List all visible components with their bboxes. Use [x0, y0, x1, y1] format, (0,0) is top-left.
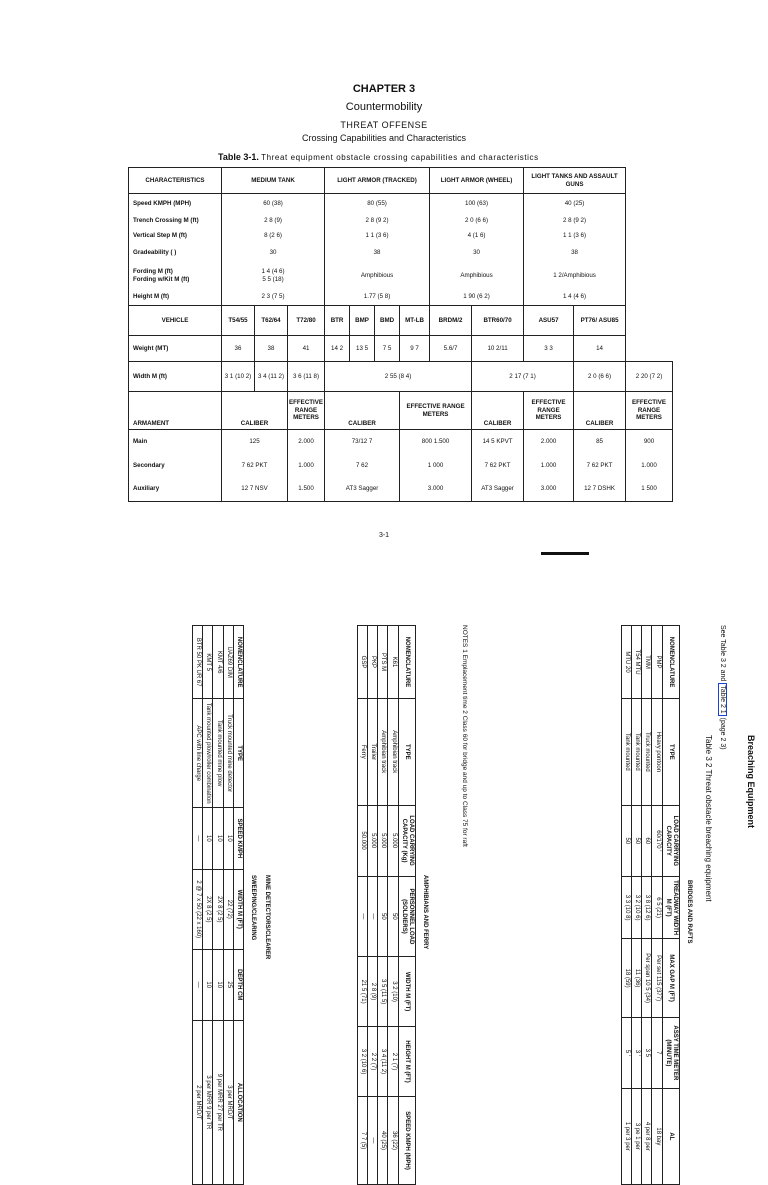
table-cell: 3 4 (11 2): [378, 1027, 388, 1097]
table-caption: [218, 152, 539, 162]
table-cell: 100 (63): [430, 194, 524, 214]
table-row: [129, 262, 673, 290]
header-medium-tank: MEDIUM TANK: [222, 168, 325, 194]
column-header: PERSONNEL LOAD (SOLDIERS): [398, 876, 415, 957]
column-header: HEIGHT M (FT): [398, 1027, 415, 1097]
rotated-page-content: [0, 625, 768, 1185]
table-cell: 7 5: [375, 336, 400, 362]
table-cell: PTS M: [378, 626, 388, 699]
table-cell: 3 1 (10 2): [222, 362, 255, 392]
table-cell: —: [193, 808, 203, 870]
table-row: [129, 244, 673, 262]
column-header: MAX GAP M (FT): [662, 939, 679, 1018]
table-cell: 1 1 (3 6): [524, 229, 626, 244]
table-row: [652, 626, 662, 1185]
column-header: TYPE: [398, 698, 415, 805]
header-characteristics: CHARACTERISTICS: [129, 168, 222, 194]
table-cell: 1 000: [400, 454, 472, 478]
table-cell: 38: [524, 244, 626, 262]
row-label: Vertical Step M (ft): [129, 229, 222, 244]
see-suffix: (page 2 3): [719, 715, 726, 750]
table-cell: 2 20 (7 2): [626, 362, 673, 392]
vehicle-name: BMD: [375, 306, 400, 336]
row-label: Weight (MT): [129, 336, 222, 362]
table-row: [129, 454, 673, 478]
table-cell: 6 5 (21): [652, 876, 662, 938]
table-cell: 1.000: [288, 454, 325, 478]
header-range: EFFECTIVE RANGE METERS: [288, 392, 325, 430]
bridges-title: BRIDGES AND RAFTS: [686, 880, 692, 944]
table-cell: BTR 50 PK UR 67: [193, 626, 203, 699]
table-cell: 4 (1 6): [430, 229, 524, 244]
table-cell: 80 (55): [325, 194, 430, 214]
table-cell: 36: [222, 336, 255, 362]
table-cell: 3 per MRR 9 per TR: [203, 1020, 213, 1184]
table-row: [129, 306, 673, 336]
header-caliber: CALIBER: [222, 392, 288, 430]
table-cell: 13 5: [350, 336, 375, 362]
table-cell: PMP: [652, 626, 662, 699]
chapter-topic: Countermobility: [345, 101, 423, 113]
table-cell: 1.77 (5 8): [325, 290, 430, 306]
table-cell: 2 0 (6 6): [574, 362, 626, 392]
row-label: ARMAMENT: [129, 392, 222, 430]
table-cell: 2 8 (9 2): [524, 214, 626, 229]
table-cell: 7 62 PKT: [472, 454, 524, 478]
header-caliber: CALIBER: [472, 392, 524, 430]
table-cell: 5 ': [621, 1017, 631, 1088]
table-cell: 2 0 (6 6): [430, 214, 524, 229]
column-header: ASSY TIME METER (MINUTE): [662, 1017, 679, 1088]
see-table-reference: [719, 625, 726, 750]
table-cell: 38: [325, 244, 430, 262]
table-cell: —: [368, 1097, 378, 1185]
table-cell: 50.000: [357, 805, 367, 876]
table-cell: 5.6/7: [430, 336, 472, 362]
header-caliber: CALIBER: [325, 392, 400, 430]
table-cell: 2 1 (7): [388, 1027, 398, 1097]
table-row: [129, 336, 673, 362]
table-cell: 3 5 (11 5): [378, 957, 388, 1027]
table-cell: 3.000: [524, 478, 574, 502]
header-range: EFFECTIVE RANGE METERS: [524, 392, 574, 430]
table-row: [193, 626, 203, 1185]
table-cell: 3 per MRD/T: [223, 1020, 233, 1184]
table-cell: 2 3 (7 5): [222, 290, 325, 306]
table-cell: Amphibious: [430, 262, 524, 290]
row-label: Trench Crossing M (ft): [129, 214, 222, 229]
mine-table: [192, 625, 244, 1185]
chapter-title: CHAPTER 3: [352, 83, 416, 95]
header-range: EFFECTIVE RANGE METERS: [626, 392, 673, 430]
vehicle-name: T62/64: [255, 306, 288, 336]
table-row: [129, 362, 673, 392]
table-cell: 25: [223, 949, 233, 1020]
row-label: Auxiliary: [129, 478, 222, 502]
vehicle-name: T72/80: [288, 306, 325, 336]
table-row: [388, 626, 398, 1185]
section-title: THREAT OFFENSE: [340, 120, 428, 130]
table-row: [129, 229, 673, 244]
row-label: Gradeability ( ): [129, 244, 222, 262]
row-label: Speed KMPH (MPH): [129, 194, 222, 214]
table-cell: 14: [574, 336, 626, 362]
table-row: [129, 478, 673, 502]
table-cell: 3 2 (10 6): [632, 876, 642, 938]
table-cell: 1 4 (4 6): [524, 290, 626, 306]
column-header: AL: [662, 1088, 679, 1184]
table-cell: 3 pe 1 per: [632, 1088, 642, 1184]
table-cell: K61: [388, 626, 398, 699]
table-cell: Tank mounted plow/roller combination: [203, 699, 213, 808]
table-cell: 1 1 (3 6): [325, 229, 430, 244]
column-header: ALLOCATION: [233, 1020, 243, 1184]
table-cell: 2.000: [288, 430, 325, 454]
table-cell: 2 8 (9): [222, 214, 325, 229]
table-cell: 50: [621, 805, 631, 876]
table-cell: 36 (22): [388, 1097, 398, 1185]
table-cell: 7 62: [325, 454, 400, 478]
table-cell: 50: [378, 876, 388, 957]
column-header: NOMENCLATURE: [398, 626, 415, 699]
table-cell: 8 (2 6): [222, 229, 325, 244]
row-label: [129, 262, 222, 290]
table-row: [378, 626, 388, 1185]
table-row: [129, 392, 673, 430]
table-cell: 18 (59): [621, 939, 631, 1018]
page-number: 3-1: [378, 532, 390, 539]
sweep-title: SWEEPING/CLEARING: [250, 875, 256, 941]
table-cell: 12 7 NSV: [222, 478, 288, 502]
table-cell: 3 4 (11 2): [255, 362, 288, 392]
table-row: [368, 626, 378, 1185]
table-cell: T54 MTU: [632, 626, 642, 699]
column-header: LOAD CARRYING CAPACITY (Kg): [398, 805, 415, 876]
table-cell: 12 7 DSHK: [574, 478, 626, 502]
table-row: [632, 626, 642, 1185]
table-cell: KMT 4/6: [213, 626, 223, 699]
table-cell: [222, 262, 325, 290]
table-cell: —: [368, 876, 378, 957]
column-header: NOMENCLATURE: [233, 626, 243, 699]
table-cell: 10: [223, 808, 233, 870]
table-2-1-link[interactable]: Table 2 1: [719, 685, 726, 714]
table-cell: 5.000: [388, 805, 398, 876]
column-header: NOMENCLATURE: [662, 626, 679, 699]
column-header: SPEED KMPH (MPH): [398, 1097, 415, 1185]
table-row: [223, 626, 233, 1185]
table-cell: 21 5 (71): [357, 957, 367, 1027]
table-cell: MTU 20: [621, 626, 631, 699]
page-breaching-equipment: [0, 625, 768, 1170]
table-cell: 40 (25): [378, 1097, 388, 1185]
table-row: [129, 194, 673, 214]
table-cell: Per span 10 5 (34): [642, 939, 652, 1018]
table-cell: 60/170 ': [652, 805, 662, 876]
vehicle-name: ASU57: [524, 306, 574, 336]
table-cell: 60 (38): [222, 194, 325, 214]
cell-fording: 1 4 (4 6): [261, 267, 285, 275]
table-row: [129, 290, 673, 306]
table-cell: Tank mounted: [621, 699, 631, 806]
table-cell: 800 1.500: [400, 430, 472, 454]
table-cell: 5.000: [378, 805, 388, 876]
table-cell: Heavy pontoon: [652, 699, 662, 806]
vehicle-name: PT76/ ASU85: [574, 306, 626, 336]
table-cell: 1 2/Amphibious: [524, 262, 626, 290]
table-3-1: [128, 167, 673, 502]
table-cell: 7 62 PKT: [222, 454, 288, 478]
table-header-row: [398, 626, 415, 1185]
table-cell: 3 5: [642, 1017, 652, 1088]
table-cell: 30: [222, 244, 325, 262]
table-cell: 1 per 3 per: [621, 1088, 631, 1184]
table-cell: AT3 Sagger: [325, 478, 400, 502]
table-cell: 3 8 (12 6): [642, 876, 652, 938]
table-cell: 3 3: [524, 336, 574, 362]
table-cell: 38: [255, 336, 288, 362]
header-light-armor-tracked: LIGHT ARMOR (TRACKED): [325, 168, 430, 194]
table-cell: 11 (36): [632, 939, 642, 1018]
table-cell: 2 per MRD/T: [193, 1020, 203, 1184]
table-cell: 2 2 (7): [368, 1027, 378, 1097]
table-row: [213, 626, 223, 1185]
table-cell: 10: [213, 808, 223, 870]
table-cell: 22 (72): [223, 869, 233, 949]
header-caliber: CALIBER: [574, 392, 626, 430]
column-header: SPEED KMPH: [233, 808, 243, 870]
table-cell: 41: [288, 336, 325, 362]
column-header: DEPTH CM: [233, 949, 243, 1020]
table-cell: 40 (25): [524, 194, 626, 214]
table-cell: 3.000: [400, 478, 472, 502]
vehicle-name: BTR: [325, 306, 350, 336]
table-cell: 10: [203, 808, 213, 870]
table-cell: 9 7: [400, 336, 430, 362]
table-cell: Ferry: [357, 698, 367, 805]
page-separator-bar: [541, 552, 589, 555]
table-cell: Trailer: [368, 698, 378, 805]
table-cell: 2X 8 (2 5): [203, 869, 213, 949]
table-cell: 60: [642, 805, 652, 876]
row-label: Width M (ft): [129, 362, 222, 392]
table-row: [621, 626, 631, 1185]
table-cell: 2 17 (7 1): [472, 362, 574, 392]
table-cell: 18 bay: [652, 1088, 662, 1184]
table-cell: 3 3 (10 8): [621, 876, 631, 938]
table-header-row: [662, 626, 679, 1185]
table-cell: 10 2/11: [472, 336, 524, 362]
table-cell: APC with line charge: [193, 699, 203, 808]
table-cell: 7: [652, 1017, 662, 1088]
mine-title: MINE DETECTORS/CLEARER: [264, 875, 270, 960]
vehicle-name: T54/55: [222, 306, 255, 336]
table-cell: 2 @ 7 x 50 (22 x 160): [193, 869, 203, 949]
table-cell: 30: [430, 244, 524, 262]
table-cell: 73/12 7: [325, 430, 400, 454]
table-cell: 10: [203, 949, 213, 1020]
table-cell: 10: [213, 949, 223, 1020]
table-cell: Tank mounted mine plow: [213, 699, 223, 808]
table-header-row: [233, 626, 243, 1185]
table-cell: Amphibian track: [378, 698, 388, 805]
table-cell: 3 ': [632, 1017, 642, 1088]
breaching-heading: Breaching Equipment: [746, 735, 756, 829]
header-range: EFFECTIVE RANGE METERS: [400, 392, 472, 430]
table-cell: 50: [388, 876, 398, 957]
row-label: Main: [129, 430, 222, 454]
cell-fording-kit: 5 5 (18): [262, 275, 284, 283]
table-title: Threat equipment obstacle crossing capabilities and characteristics: [261, 153, 539, 162]
table-cell: Truck mounted mine detector: [223, 699, 233, 808]
table-cell: UAZ69 DIM: [223, 626, 233, 699]
table-cell: 4 per 8 per: [642, 1088, 652, 1184]
table-cell: 9 per MRR 27 per TR: [213, 1020, 223, 1184]
table-cell: 1 500: [626, 478, 673, 502]
table-cell: 3 6 (11 8): [288, 362, 325, 392]
vehicle-name: BMP: [350, 306, 375, 336]
table-cell: KMT 5: [203, 626, 213, 699]
row-label: Height M (ft): [129, 290, 222, 306]
vehicle-name: BRDM/2: [430, 306, 472, 336]
table-cell: 5.000: [368, 805, 378, 876]
column-header: TREADWAY WIDTH M (FT): [662, 876, 679, 938]
vehicle-name: MT-LB: [400, 306, 430, 336]
table-cell: PKP: [368, 626, 378, 699]
bridges-notes: NOTES 1 Emplacement time 2 Class 60 for bridge and up to Class 75 for raft: [461, 625, 468, 847]
subsection-title: Crossing Capabilities and Characteristics: [301, 133, 467, 143]
row-label-fording: Fording M (ft): [133, 267, 173, 275]
column-header: TYPE: [662, 699, 679, 806]
table-row: [203, 626, 213, 1185]
table-cell: 2 8 (9 2): [325, 214, 430, 229]
table-cell: 1 90 (6 2): [430, 290, 524, 306]
table-row: [357, 626, 367, 1185]
table-cell: 85: [574, 430, 626, 454]
table-label: Table 3-1.: [218, 152, 259, 162]
table-cell: 1.000: [626, 454, 673, 478]
table-cell: 2 8 (9): [368, 957, 378, 1027]
table-cell: 2.000: [524, 430, 574, 454]
table-cell: 900: [626, 430, 673, 454]
column-header: TYPE: [233, 699, 243, 808]
table-cell: AT3 Sagger: [472, 478, 524, 502]
table-cell: 14 2: [325, 336, 350, 362]
table-cell: 14 5 KPVT: [472, 430, 524, 454]
table-cell: 125: [222, 430, 288, 454]
vehicle-name: BTR60/70: [472, 306, 524, 336]
table-row: [129, 430, 673, 454]
column-header: WIDTH M (FT): [233, 869, 243, 949]
column-header: WIDTH M (FT): [398, 957, 415, 1027]
table-cell: 7 7 (5): [357, 1097, 367, 1185]
row-label-fording-kit: Fording w/Kit M (ft): [133, 275, 190, 283]
row-label: Secondary: [129, 454, 222, 478]
table-cell: 50: [632, 805, 642, 876]
table-cell: Per set 115 (377): [652, 939, 662, 1018]
column-header: LOAD CARRYING CAPACITY: [662, 805, 679, 876]
table-cell: 7 62 PKT: [574, 454, 626, 478]
table-cell: 1.500: [288, 478, 325, 502]
table-cell: —: [357, 876, 367, 957]
table-cell: —: [193, 949, 203, 1020]
see-prefix: See Table 3 2 and: [719, 625, 726, 684]
table-cell: GSP: [357, 626, 367, 699]
table-cell: Amphibious: [325, 262, 430, 290]
amphibians-title: AMPHIBIANS AND FERRY: [422, 875, 428, 950]
header-light-tanks: LIGHT TANKS AND ASSAULT GUNS: [524, 168, 626, 194]
table-3-2-caption: Table 3 2 Threat obstacle breaching equipment: [704, 735, 713, 902]
table-cell: 2X 8 (2 5): [213, 869, 223, 949]
table-cell: Tank mounted: [632, 699, 642, 806]
table-row: [129, 214, 673, 229]
table-cell: 3 2 (10 6): [357, 1027, 367, 1097]
table-cell: TMM: [642, 626, 652, 699]
table-cell: 3 2 (10): [388, 957, 398, 1027]
table-cell: 1.000: [524, 454, 574, 478]
row-label: VEHICLE: [129, 306, 222, 336]
table-cell: 2 55 (8 4): [325, 362, 472, 392]
bridges-table: [621, 625, 680, 1185]
amphibians-table: [357, 625, 416, 1185]
header-light-armor-wheel: LIGHT ARMOR (WHEEL): [430, 168, 524, 194]
table-row: [642, 626, 652, 1185]
table-cell: Amphibian track: [388, 698, 398, 805]
table-cell: Truck mounted: [642, 699, 652, 806]
